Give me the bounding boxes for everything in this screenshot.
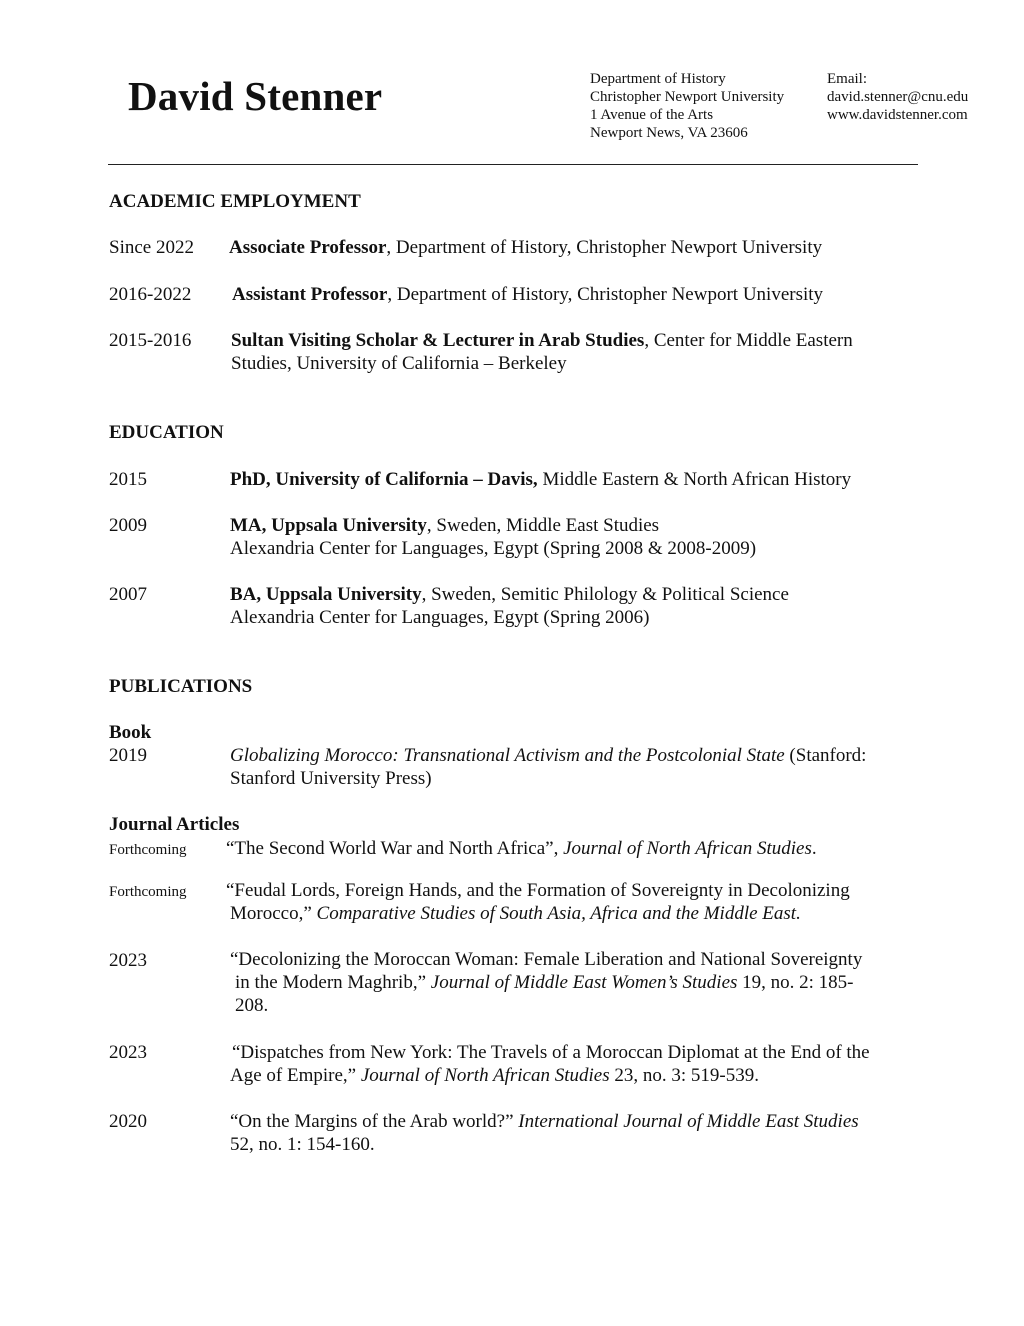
article-citation: 52, no. 1: 154-160.	[230, 1134, 375, 1155]
employment-year: 2015-2016	[109, 330, 192, 351]
education-entry	[230, 514, 756, 560]
education-entry	[230, 468, 851, 491]
education-degree: BA, Uppsala University	[230, 584, 422, 605]
subheading-journal-articles: Journal Articles	[109, 814, 240, 835]
article-journal: Journal of North African Studies	[563, 838, 812, 859]
employment-entry	[232, 283, 823, 306]
education-entry	[230, 583, 789, 629]
employment-title: Sultan Visiting Scholar & Lecturer in Arab Studies	[231, 330, 645, 351]
address-department: Department of History	[590, 71, 726, 87]
website-link[interactable]: www.davidstenner.com	[827, 107, 968, 123]
education-detail: , Sweden, Middle East Studies	[426, 515, 660, 536]
email-label: Email:	[827, 71, 867, 87]
book-year: 2019	[109, 745, 147, 766]
article-journal: Journal of Middle East Women’s Studies	[430, 972, 738, 993]
employment-detail: , Department of History, Christopher Newport University	[386, 237, 823, 258]
address-city: Newport News, VA 23606	[590, 125, 748, 141]
article-title-cont: in the Modern Maghrib,”	[235, 972, 431, 993]
subheading-book: Book	[109, 722, 152, 743]
education-degree: MA, Uppsala University	[230, 515, 427, 536]
article-entry	[230, 1110, 859, 1156]
section-heading-employment: ACADEMIC EMPLOYMENT	[109, 191, 361, 212]
article-punctuation: .	[811, 838, 817, 859]
book-entry	[230, 744, 866, 790]
article-journal: Comparative Studies of South Asia, Africa and the Middle East.	[316, 903, 801, 924]
article-entry	[226, 879, 850, 925]
employment-title: Assistant Professor	[232, 284, 388, 305]
employment-detail: , Department of History, Christopher Newport University	[387, 284, 824, 305]
article-pages: 208.	[235, 995, 269, 1016]
email-link[interactable]: david.stenner@cnu.edu	[827, 89, 969, 105]
book-title: Globalizing Morocco: Transnational Activism and the Postcolonial State	[230, 745, 785, 766]
article-year: Forthcoming	[109, 842, 187, 858]
article-citation: 23, no. 3: 519-539.	[609, 1065, 759, 1086]
article-title: “On the Margins of the Arab world?”	[230, 1111, 519, 1132]
article-title: “Dispatches from New York: The Travels of a Moroccan Diplomat at the End of the	[232, 1042, 870, 1063]
book-publisher-start: (Stanford:	[784, 745, 867, 766]
article-journal: International Journal of Middle East Studies	[518, 1111, 859, 1132]
section-heading-education: EDUCATION	[109, 422, 224, 443]
header-divider	[108, 164, 918, 165]
cv-name: David Stenner	[128, 73, 383, 119]
section-heading-publications: PUBLICATIONS	[109, 676, 253, 697]
address-block	[590, 70, 784, 142]
education-year: 2009	[109, 515, 147, 536]
article-title-cont: Age of Empire,”	[230, 1065, 361, 1086]
education-detail: Middle Eastern & North African History	[537, 469, 852, 490]
article-title: “Feudal Lords, Foreign Hands, and the Formation of Sovereignty in Decolonizing	[226, 880, 850, 901]
article-year: Forthcoming	[109, 884, 187, 900]
employment-detail: , Center for Middle Eastern	[644, 330, 853, 351]
address-street: 1 Avenue of the Arts	[590, 107, 714, 123]
education-detail-line2: Alexandria Center for Languages, Egypt (Spring 2006)	[230, 607, 650, 628]
employment-year: 2016-2022	[109, 284, 192, 305]
article-citation: 19, no. 2: 185-	[737, 972, 854, 993]
education-year: 2015	[109, 469, 147, 490]
book-publisher-line2: Stanford University Press)	[230, 768, 432, 789]
employment-entry	[229, 236, 822, 259]
contact-block	[827, 70, 968, 124]
article-entry	[230, 948, 862, 1017]
article-entry	[230, 1041, 870, 1087]
article-year: 2020	[109, 1111, 147, 1132]
article-year: 2023	[109, 1042, 147, 1063]
education-detail-line2: Alexandria Center for Languages, Egypt (Spring 2008 & 2008-2009)	[230, 538, 757, 559]
article-journal: Journal of North African Studies	[360, 1065, 610, 1086]
education-detail: , Sweden, Semitic Philology & Political Science	[421, 584, 789, 605]
employment-detail-line2: Studies, University of California – Berkeley	[231, 353, 567, 374]
address-university: Christopher Newport University	[590, 89, 785, 105]
education-degree: PhD, University of California – Davis,	[230, 469, 538, 490]
article-title: “Decolonizing the Moroccan Woman: Female Liberation and National Sovereignty	[230, 949, 863, 970]
employment-title: Associate Professor	[229, 237, 387, 258]
article-entry	[226, 837, 817, 860]
article-title-cont: Morocco,”	[230, 903, 317, 924]
article-year: 2023	[109, 950, 147, 971]
article-title: “The Second World War and North Africa”,	[226, 838, 564, 859]
education-year: 2007	[109, 584, 147, 605]
employment-year: Since 2022	[109, 237, 194, 258]
employment-entry	[231, 329, 853, 375]
